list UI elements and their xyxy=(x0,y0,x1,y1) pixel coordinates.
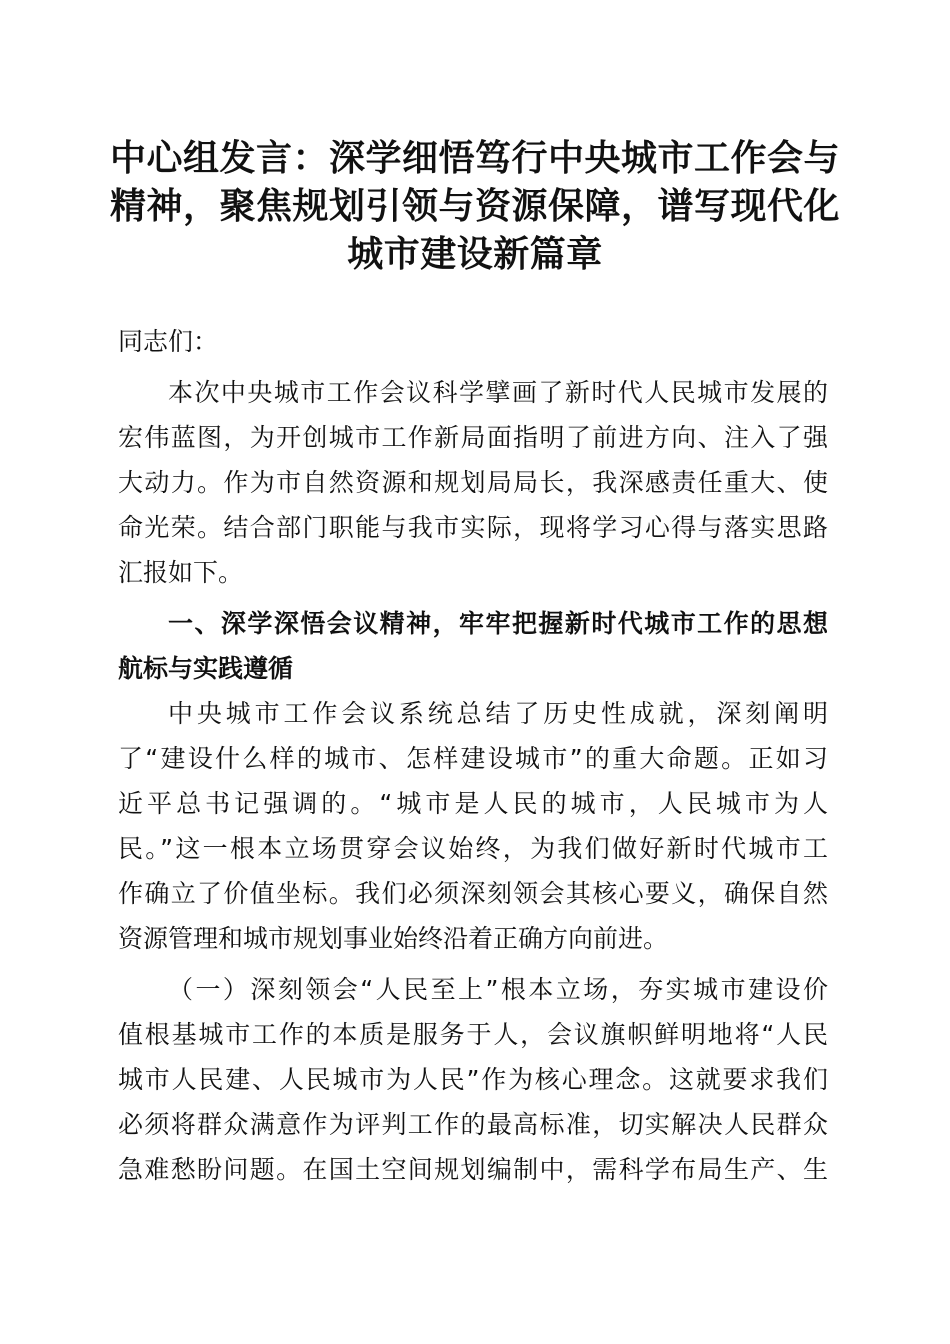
paragraph-line: 汇报如下。 xyxy=(118,558,244,587)
paragraph-line: （一）深刻领会“人民至上”根本立场，夯实城市建设价 xyxy=(168,975,828,1004)
paragraph-line: 宏伟蓝图，为开创城市工作新局面指明了前进方向、注入了强 xyxy=(118,423,828,452)
paragraph-line: 作确立了价值坐标。我们必须深刻领会其核心要义，确保自然 xyxy=(118,879,828,908)
paragraph-section-one xyxy=(118,691,828,961)
paragraph-line: 必须将群众满意作为评判工作的最高标准，切实解决人民群众 xyxy=(118,1110,828,1139)
paragraph-line: 近平总书记强调的。“城市是人民的城市，人民城市为人 xyxy=(118,789,828,818)
section-heading-one xyxy=(118,601,828,691)
paragraph-line: 了“建设什么样的城市、怎样建设城市”的重大命题。正如习 xyxy=(118,744,828,773)
paragraph-line: 命光荣。结合部门职能与我市实际，现将学习心得与落实思路 xyxy=(118,513,828,542)
document-body xyxy=(118,319,828,1192)
title-line: 精神，聚焦规划引领与资源保障，谱写现代化 xyxy=(110,185,841,227)
paragraph-line: 中央城市工作会议系统总结了历史性成就，深刻阐明 xyxy=(168,699,828,728)
paragraph-subsection-one xyxy=(118,967,828,1192)
document-title xyxy=(110,134,840,278)
salutation: 同志们： xyxy=(118,327,219,356)
paragraph-line: 资源管理和城市规划事业始终沿着正确方向前进。 xyxy=(118,924,669,953)
paragraph-line: 大动力。作为市自然资源和规划局局长，我深感责任重大、使 xyxy=(118,468,828,497)
heading-line: 一、深学深悟会议精神，牢牢把握新时代城市工作的思想 xyxy=(168,609,828,638)
paragraph-line: 急难愁盼问题。在国土空间规划编制中，需科学布局生产、生 xyxy=(118,1155,828,1184)
paragraph-intro xyxy=(118,370,828,595)
title-line: 中心组发言：深学细悟笃行中央城市工作会与 xyxy=(110,137,841,179)
paragraph-line: 民。”这一根本立场贯穿会议始终，为我们做好新时代城市工 xyxy=(118,834,828,863)
title-line: 城市建设新篇章 xyxy=(347,233,603,275)
heading-line: 航标与实践遵循 xyxy=(118,654,294,683)
paragraph-line: 本次中央城市工作会议科学擘画了新时代人民城市发展的 xyxy=(168,378,828,407)
paragraph-line: 值根基城市工作的本质是服务于人，会议旗帜鲜明地将“人民 xyxy=(118,1020,828,1049)
paragraph-line: 城市人民建、人民城市为人民”作为核心理念。这就要求我们 xyxy=(118,1065,828,1094)
